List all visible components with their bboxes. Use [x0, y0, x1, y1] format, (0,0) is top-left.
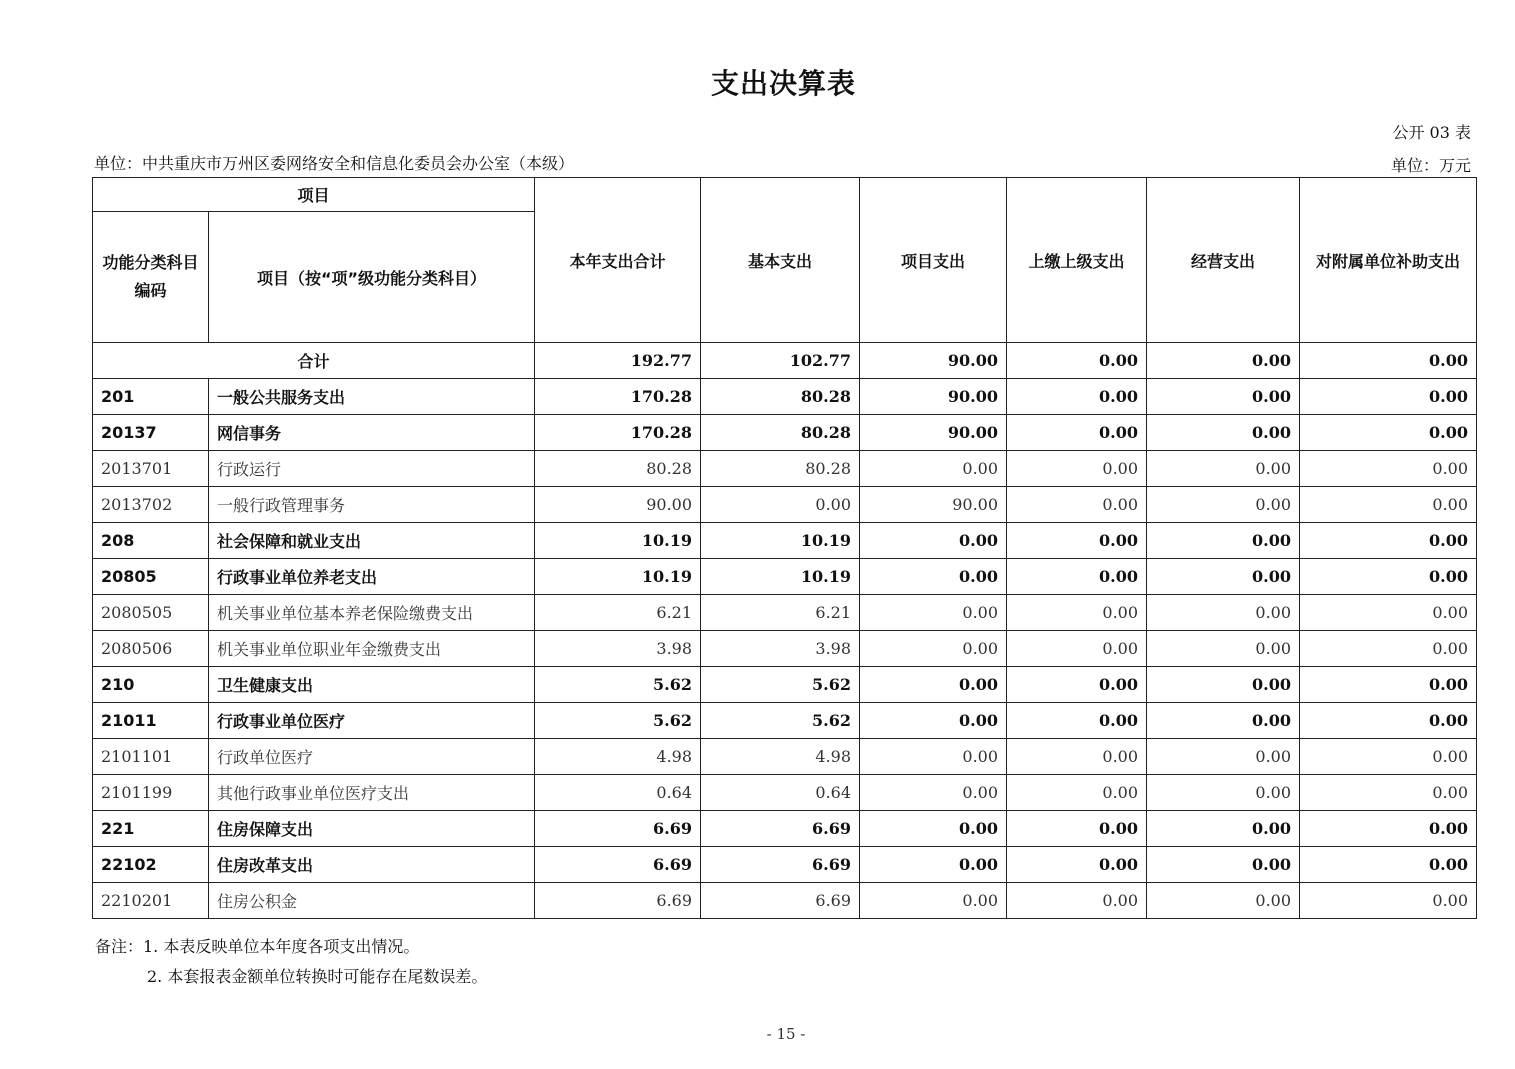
cell-name: 社会保障和就业支出	[209, 523, 535, 559]
cell-basic: 5.62	[701, 703, 860, 739]
cell-total: 5.62	[535, 703, 701, 739]
header-project-expenditure: 项目支出	[860, 178, 1007, 343]
cell-basic: 6.69	[701, 883, 860, 919]
cell-total: 80.28	[535, 451, 701, 487]
cell-operating: 0.00	[1147, 487, 1300, 523]
cell-operating: 0.00	[1147, 559, 1300, 595]
header-total: 本年支出合计	[535, 178, 701, 343]
cell-upper: 0.00	[1007, 775, 1147, 811]
cell-upper: 0.00	[1007, 415, 1147, 451]
table-row	[93, 487, 1477, 523]
table-row	[93, 775, 1477, 811]
cell-operating: 0.00	[1147, 667, 1300, 703]
cell-total: 5.62	[535, 667, 701, 703]
total-label: 合计	[93, 343, 535, 379]
form-number: 公开 03 表	[1392, 123, 1471, 142]
table-row	[93, 379, 1477, 415]
cell-name: 一般公共服务支出	[209, 379, 535, 415]
header-subsidy: 对附属单位补助支出	[1300, 178, 1477, 343]
cell-subsidy: 0.00	[1300, 415, 1477, 451]
cell-subsidy: 0.00	[1300, 523, 1477, 559]
cell-operating: 0.00	[1147, 379, 1300, 415]
cell-subsidy: 0.00	[1300, 775, 1477, 811]
currency-unit: 单位：万元	[1390, 156, 1471, 175]
cell-project: 90.00	[860, 415, 1007, 451]
cell-code: 2013701	[93, 451, 209, 487]
cell-code: 22102	[93, 847, 209, 883]
cell-upper: 0.00	[1007, 343, 1147, 379]
cell-project: 0.00	[860, 703, 1007, 739]
cell-operating: 0.00	[1147, 739, 1300, 775]
cell-subsidy: 0.00	[1300, 667, 1477, 703]
header-code: 功能分类科目编码	[93, 212, 209, 343]
header-basic: 基本支出	[701, 178, 860, 343]
cell-code: 20137	[93, 415, 209, 451]
cell-basic: 4.98	[701, 739, 860, 775]
cell-upper: 0.00	[1007, 487, 1147, 523]
page-title: 支出决算表	[710, 67, 856, 100]
cell-subsidy: 0.00	[1300, 487, 1477, 523]
cell-operating: 0.00	[1147, 847, 1300, 883]
cell-operating: 0.00	[1147, 415, 1300, 451]
cell-project: 0.00	[860, 811, 1007, 847]
cell-operating: 0.00	[1147, 775, 1300, 811]
cell-code: 210	[93, 667, 209, 703]
note-1: 备注：1. 本表反映单位本年度各项支出情况。	[95, 937, 420, 956]
cell-subsidy: 0.00	[1300, 595, 1477, 631]
note-2: 2. 本套报表金额单位转换时可能存在尾数误差。	[147, 967, 488, 986]
cell-code: 2101199	[93, 775, 209, 811]
cell-name: 住房改革支出	[209, 847, 535, 883]
cell-name: 住房保障支出	[209, 811, 535, 847]
cell-upper: 0.00	[1007, 595, 1147, 631]
cell-subsidy: 0.00	[1300, 379, 1477, 415]
cell-project: 0.00	[860, 631, 1007, 667]
cell-basic: 10.19	[701, 559, 860, 595]
cell-total: 170.28	[535, 379, 701, 415]
cell-name: 行政事业单位医疗	[209, 703, 535, 739]
cell-total: 192.77	[535, 343, 701, 379]
cell-total: 10.19	[535, 559, 701, 595]
cell-upper: 0.00	[1007, 631, 1147, 667]
cell-subsidy: 0.00	[1300, 811, 1477, 847]
cell-total: 6.69	[535, 847, 701, 883]
cell-code: 21011	[93, 703, 209, 739]
cell-subsidy: 0.00	[1300, 451, 1477, 487]
cell-upper: 0.00	[1007, 523, 1147, 559]
cell-upper: 0.00	[1007, 739, 1147, 775]
cell-code: 2210201	[93, 883, 209, 919]
table-row	[93, 811, 1477, 847]
cell-subsidy: 0.00	[1300, 703, 1477, 739]
cell-operating: 0.00	[1147, 811, 1300, 847]
cell-project: 90.00	[860, 379, 1007, 415]
cell-upper: 0.00	[1007, 811, 1147, 847]
cell-project: 90.00	[860, 487, 1007, 523]
page-number: - 15 -	[766, 1025, 806, 1043]
cell-code: 221	[93, 811, 209, 847]
cell-code: 201	[93, 379, 209, 415]
cell-name: 其他行政事业单位医疗支出	[209, 775, 535, 811]
cell-project: 0.00	[860, 739, 1007, 775]
cell-upper: 0.00	[1007, 451, 1147, 487]
cell-operating: 0.00	[1147, 343, 1300, 379]
cell-total: 4.98	[535, 739, 701, 775]
cell-name: 机关事业单位职业年金缴费支出	[209, 631, 535, 667]
cell-total: 6.69	[535, 811, 701, 847]
cell-code: 20805	[93, 559, 209, 595]
cell-basic: 5.62	[701, 667, 860, 703]
cell-code: 208	[93, 523, 209, 559]
cell-total: 3.98	[535, 631, 701, 667]
header-item-name: 项目（按“项”级功能分类科目）	[209, 212, 535, 343]
cell-subsidy: 0.00	[1300, 631, 1477, 667]
cell-operating: 0.00	[1147, 451, 1300, 487]
cell-basic: 10.19	[701, 523, 860, 559]
cell-basic: 0.00	[701, 487, 860, 523]
cell-basic: 0.64	[701, 775, 860, 811]
table-row	[93, 847, 1477, 883]
cell-upper: 0.00	[1007, 559, 1147, 595]
cell-basic: 80.28	[701, 415, 860, 451]
cell-basic: 6.69	[701, 847, 860, 883]
cell-total: 10.19	[535, 523, 701, 559]
cell-code: 2080505	[93, 595, 209, 631]
cell-name: 住房公积金	[209, 883, 535, 919]
cell-code: 2080506	[93, 631, 209, 667]
table-row	[93, 415, 1477, 451]
cell-name: 行政事业单位养老支出	[209, 559, 535, 595]
cell-upper: 0.00	[1007, 379, 1147, 415]
cell-project: 0.00	[860, 775, 1007, 811]
table-row	[93, 559, 1477, 595]
cell-total: 6.69	[535, 883, 701, 919]
cell-project: 0.00	[860, 847, 1007, 883]
total-row	[93, 343, 1477, 379]
table-row	[93, 883, 1477, 919]
cell-operating: 0.00	[1147, 703, 1300, 739]
cell-operating: 0.00	[1147, 883, 1300, 919]
cell-operating: 0.00	[1147, 523, 1300, 559]
cell-subsidy: 0.00	[1300, 739, 1477, 775]
cell-basic: 6.21	[701, 595, 860, 631]
cell-subsidy: 0.00	[1300, 847, 1477, 883]
cell-total: 6.21	[535, 595, 701, 631]
cell-name: 行政单位医疗	[209, 739, 535, 775]
cell-name: 一般行政管理事务	[209, 487, 535, 523]
cell-basic: 3.98	[701, 631, 860, 667]
cell-name: 机关事业单位基本养老保险缴费支出	[209, 595, 535, 631]
cell-name: 卫生健康支出	[209, 667, 535, 703]
notes	[95, 932, 487, 992]
cell-project: 0.00	[860, 451, 1007, 487]
table-row	[93, 703, 1477, 739]
cell-subsidy: 0.00	[1300, 883, 1477, 919]
cell-project: 90.00	[860, 343, 1007, 379]
cell-upper: 0.00	[1007, 847, 1147, 883]
cell-code: 2013702	[93, 487, 209, 523]
table-row	[93, 739, 1477, 775]
table-row	[93, 451, 1477, 487]
header-upper: 上缴上级支出	[1007, 178, 1147, 343]
cell-total: 170.28	[535, 415, 701, 451]
cell-name: 行政运行	[209, 451, 535, 487]
cell-upper: 0.00	[1007, 667, 1147, 703]
cell-upper: 0.00	[1007, 883, 1147, 919]
table-row	[93, 631, 1477, 667]
header-project: 项目	[93, 178, 535, 212]
header-operating: 经营支出	[1147, 178, 1300, 343]
cell-project: 0.00	[860, 883, 1007, 919]
cell-operating: 0.00	[1147, 595, 1300, 631]
cell-total: 0.64	[535, 775, 701, 811]
cell-total: 90.00	[535, 487, 701, 523]
table-row	[93, 667, 1477, 703]
cell-basic: 102.77	[701, 343, 860, 379]
reporting-unit: 单位：中共重庆市万州区委网络安全和信息化委员会办公室（本级）	[94, 154, 575, 173]
cell-upper: 0.00	[1007, 703, 1147, 739]
cell-project: 0.00	[860, 559, 1007, 595]
table-row	[93, 523, 1477, 559]
cell-project: 0.00	[860, 667, 1007, 703]
cell-basic: 6.69	[701, 811, 860, 847]
cell-project: 0.00	[860, 523, 1007, 559]
cell-subsidy: 0.00	[1300, 343, 1477, 379]
cell-basic: 80.28	[701, 379, 860, 415]
cell-basic: 80.28	[701, 451, 860, 487]
cell-project: 0.00	[860, 595, 1007, 631]
cell-name: 网信事务	[209, 415, 535, 451]
cell-code: 2101101	[93, 739, 209, 775]
table-row	[93, 595, 1477, 631]
expenditure-table	[92, 177, 1477, 919]
cell-subsidy: 0.00	[1300, 559, 1477, 595]
cell-operating: 0.00	[1147, 631, 1300, 667]
